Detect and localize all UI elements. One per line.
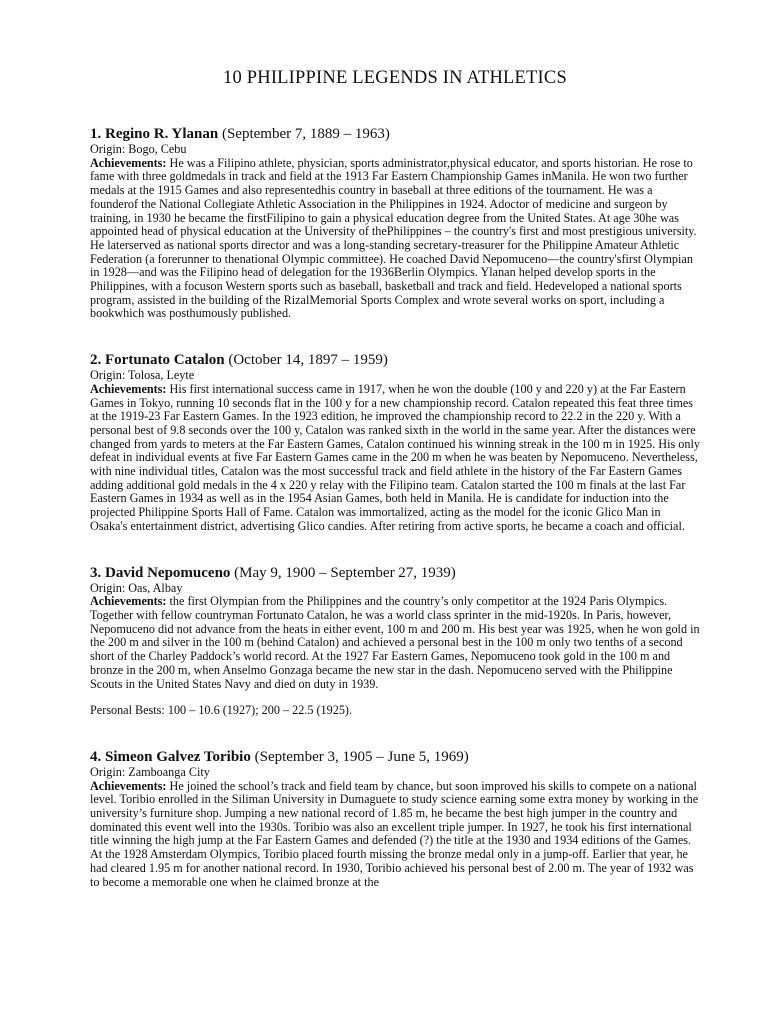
legend-entry [90,748,700,889]
entry-heading [90,564,700,582]
document-title: 10 PHILIPPINE LEGENDS IN ATHLETICS [223,68,567,88]
achievements-text: His first international success came in 1917, when he won the double (100 y and 220 y) at the Far Eastern Games in Tokyo, running 10 seconds flat in the 100 y for a new championship record. Catalon repeated this feat three times at the 1919-23 Far Eastern Games. In the 1923 edition, he improved the championship record to 22.2 in the 220 y. With a personal best of 9.8 seconds over the 100 y, Catalon was ranked sixth in the world in the same year. After the distances were changed from yards to meters at the Far Eastern Games, Catalon continued his winning streak in the 100 m in 1925. His only defeat in individual events at five Far Eastern Games came in the 200 m when he was beaten by Nepomuceno. Nevertheless, with nine individual titles, Catalon was the most successful track and field athlete in the history of the Far Eastern Games adding additional gold medals in the 4 x 220 y relay with the Filipino team. Catalon started the 100 m finals at the last Far Eastern Games in 1934 as well as in the 1954 Asian Games, both held in Manila. He is candidate for induction into the projected Philippine Sports Hall of Fame. Catalon was immortalized, acting as the model for the iconic Glico Man in Osaka's entertainment district, advertising Glico candies. After retiring from active sports, he became a coach and official. [90,381,700,533]
athlete-dates: (October 14, 1897 – 1959) [228,352,388,369]
achievements-label: Achievements: [90,594,167,609]
achievements-paragraph [90,595,700,691]
achievements-text: He joined the school’s track and field team by chance, but soon improved his skills to compete on a national level. Toribio enrolled in the Siliman University in Dumaguete to study science earning some extra money by working in the university’s furniture shop. Jumping a new national record of 1.85 m, he became the best high jumper in the country and dominated this event well into the 1930s. Toribio was also an excellent triple jumper. In 1927, he took his first international title winning the high jump at the Far Eastern Games and defended (?) the title at the 1930 and 1934 editions of the Games. At the 1928 Amsterdam Olympics, Toribio placed fourth missing the bronze medal only in a jump-off. Earlier that year, he had cleared 1.95 m for another national record. In 1930, Toribio achieved his personal best of 2.00 m. The year of 1932 was to become a memorable one when he claimed bronze at the [90,778,699,889]
legend-entry [90,351,700,533]
achievements-label: Achievements: [90,155,167,170]
achievements-paragraph [90,157,700,321]
personal-bests: Personal Bests: 100 – 10.6 (1927); 200 – 22.5 (1925). [90,703,353,718]
legend-entry [90,564,700,718]
achievements-text: the first Olympian from the Philippines and the country’s only competitor at the 1924 Paris Olympics. Together with fellow countryman Fortunato Catalon, he was a world class sprinter in the mid-1920s. In Paris, however, Nepomuceno did not advance from the heats in either event, 100 m and 200 m. His best year was 1925, when he won gold in the 200 m and silver in the 100 m (behind Catalon) and achieved a personal best in the 100 m only two tenths of a second short of the Charley Paddock’s world record. At the 1927 Far Eastern Games, Nepomuceno took gold in the 100 m and bronze in the 200 m, when Anselmo Gonzaga became the new star in the dash. Nepomuceno served with the Philippine Scouts in the United States Navy and died on duty in 1939. [90,594,700,691]
entry-heading [90,351,700,369]
achievements-label: Achievements: [90,381,167,396]
athlete-dates: (May 9, 1900 – September 27, 1939) [234,564,456,581]
athlete-name: 4. Simeon Galvez Toribio [90,748,251,765]
athlete-dates: (September 3, 1905 – June 5, 1969) [254,748,469,765]
achievements-text: He was a Filipino athlete, physician, sports administrator,physical educator, and sports historian. He rose to fame with three goldmedals in track and field at the 1913 Far Eastern Championship Games inManila. He won two further medals at the 1915 Games and also representedhis country in baseball at three editions of the tournament. He was a founderof the National Collegiate Athletic Association in the Philippines in 1924. Adoctor of medicine and surgeon by training, in 1930 he became the firstFilipino to gain a physical education degree from the United States. At age 30he was appointed head of physical education at the University of thePhilippines – the country's first and most prestigious university. He laterserved as national sports director and was a long-standing secretary-treasurer for the Philippine Amateur Athletic Federation (a forerunner to thenational Olympic committee). He coached David Nepomuceno—the country'sfirst Olympian in 1928—and was the Filipino head of delegation for the 1936Berlin Olympics. Ylanan helped develop sports in the Philippines, with a focuson Western sports such as baseball, basketball and track and field. Hedeveloped a national sports program, assisted in the building of the RizalMemorial Sports Complex and wrote several works on sport, including a bookwhich was posthumously published. [90,155,697,321]
athlete-origin: Origin: Tolosa, Leyte [90,368,195,383]
legend-entry [90,125,700,321]
achievements-paragraph [90,780,700,890]
athlete-name: 3. David Nepomuceno [90,564,231,581]
achievements-label: Achievements: [90,778,167,793]
entry-heading [90,125,700,143]
athlete-dates: (September 7, 1889 – 1963) [221,126,390,142]
athlete-name: 1. Regino R. Ylanan [90,126,219,142]
achievements-paragraph [90,383,700,534]
entry-heading [90,748,700,766]
athlete-origin: Origin: Bogo, Cebu [90,142,187,156]
athlete-origin: Origin: Zamboanga City [90,764,210,779]
athlete-name: 2. Fortunato Catalon [90,352,225,369]
athlete-origin: Origin: Oas, Albay [90,580,183,595]
